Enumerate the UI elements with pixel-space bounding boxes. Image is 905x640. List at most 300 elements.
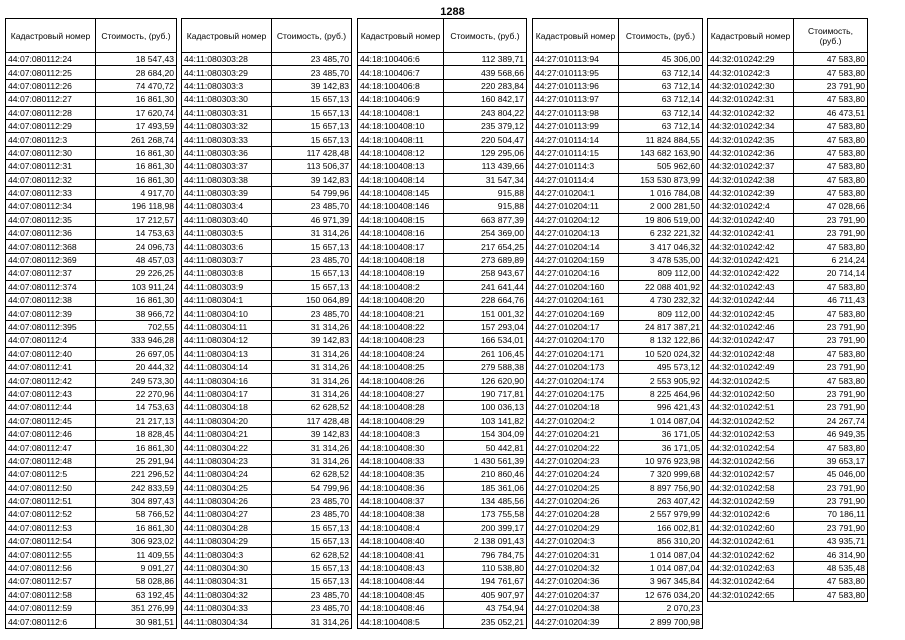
cadastral-number-cell: 44:11:080303:32	[182, 119, 272, 132]
table-row	[708, 494, 868, 507]
cost-cell: 7 320 999,68	[619, 468, 703, 481]
cadastral-number-cell: 44:11:080304:27	[182, 508, 272, 521]
cadastral-number-cell: 44:07:080112:42	[6, 374, 96, 387]
table-row	[6, 427, 177, 440]
table-row	[708, 441, 868, 454]
cost-cell: 38 966,72	[96, 307, 177, 320]
cost-cell: 15 657,13	[272, 521, 352, 534]
cost-cell: 23 791,90	[794, 387, 868, 400]
table-row	[708, 93, 868, 106]
cadastral-number-cell: 44:18:100408:4	[358, 521, 444, 534]
cadastral-number-cell: 44:27:010204:13	[533, 227, 619, 240]
cost-cell: 15 657,13	[272, 267, 352, 280]
table-row	[358, 441, 527, 454]
cost-cell: 254 369,00	[444, 227, 527, 240]
table-row	[533, 280, 703, 293]
table-row	[358, 79, 527, 92]
table-row	[182, 468, 352, 481]
cadastral-number-cell: 44:32:010242:39	[708, 186, 794, 199]
cost-cell: 100 036,13	[444, 401, 527, 414]
table-row	[533, 374, 703, 387]
cost-cell: 273 689,89	[444, 253, 527, 266]
cost-cell: 3 967 345,84	[619, 575, 703, 588]
cadastral-number-cell: 44:11:080304:30	[182, 561, 272, 574]
table-row	[708, 548, 868, 561]
cost-cell: 26 697,05	[96, 347, 177, 360]
cadastral-number-cell: 44:27:010204:2	[533, 414, 619, 427]
table-row	[708, 53, 868, 66]
cadastral-number-cell: 44:07:080112:41	[6, 360, 96, 373]
table-row	[182, 561, 352, 574]
table-row	[533, 146, 703, 159]
cadastral-number-cell: 44:11:080304:18	[182, 401, 272, 414]
cost-cell: 1 014 087,04	[619, 414, 703, 427]
table-row	[182, 374, 352, 387]
table-row	[533, 602, 703, 615]
table-row	[182, 267, 352, 280]
table-row	[6, 240, 177, 253]
table-row	[533, 253, 703, 266]
cadastral-number-cell: 44:11:080304:25	[182, 481, 272, 494]
cost-cell: 62 628,52	[272, 548, 352, 561]
cost-cell: 31 314,26	[272, 441, 352, 454]
table-row	[533, 454, 703, 467]
table-row	[708, 401, 868, 414]
cadastral-number-cell: 44:07:080112:58	[6, 588, 96, 601]
cadastral-number-cell: 44:18:100408:20	[358, 294, 444, 307]
table-row	[182, 387, 352, 400]
cadastral-number-cell: 44:27:010204:169	[533, 307, 619, 320]
cost-cell: 63 712,14	[619, 79, 703, 92]
page-number: 1288	[440, 6, 465, 18]
cadastral-number-cell: 44:18:100406:6	[358, 53, 444, 66]
cost-cell: 28 684,20	[96, 66, 177, 79]
cadastral-number-cell: 44:27:010204:32	[533, 561, 619, 574]
table-row	[182, 575, 352, 588]
cadastral-number-header: Кадастровый номер	[182, 19, 272, 53]
cost-cell: 6 232 221,32	[619, 227, 703, 240]
cadastral-number-cell: 44:07:080112:26	[6, 79, 96, 92]
cadastral-number-cell: 44:11:080303:31	[182, 106, 272, 119]
table-row	[533, 401, 703, 414]
cost-cell: 796 784,75	[444, 548, 527, 561]
cadastral-number-cell: 44:18:100406:9	[358, 93, 444, 106]
cost-cell: 117 428,48	[272, 146, 352, 159]
cost-cell: 23 791,90	[794, 334, 868, 347]
table-row	[182, 186, 352, 199]
cost-cell: 2 553 905,92	[619, 374, 703, 387]
cadastral-number-cell: 44:18:100408:1	[358, 106, 444, 119]
cost-cell: 220 504,47	[444, 133, 527, 146]
table-row	[358, 387, 527, 400]
cadastral-number-cell: 44:11:080303:36	[182, 146, 272, 159]
cost-cell: 23 791,90	[794, 320, 868, 333]
cadastral-number-cell: 44:32:010242:40	[708, 213, 794, 226]
cadastral-number-cell: 44:18:100408:2	[358, 280, 444, 293]
cost-cell: 47 028,66	[794, 200, 868, 213]
cadastral-number-cell: 44:07:080112:47	[6, 441, 96, 454]
cost-cell: 10 976 923,98	[619, 454, 703, 467]
cost-cell: 23 485,70	[272, 200, 352, 213]
cost-cell: 1 014 087,04	[619, 548, 703, 561]
cost-cell: 39 653,17	[794, 454, 868, 467]
cost-cell: 856 310,20	[619, 535, 703, 548]
table-row	[182, 548, 352, 561]
cadastral-number-cell: 44:32:010242:51	[708, 401, 794, 414]
cadastral-number-cell: 44:27:010204:24	[533, 468, 619, 481]
cadastral-number-cell: 44:32:010242:31	[708, 93, 794, 106]
table-row	[358, 106, 527, 119]
cost-cell: 16 861,30	[96, 441, 177, 454]
table-row	[708, 414, 868, 427]
cadastral-number-header: Кадастровый номер	[6, 19, 96, 53]
cadastral-number-cell: 44:18:100408:3	[358, 427, 444, 440]
table-row	[708, 119, 868, 132]
cost-cell: 54 799,96	[272, 481, 352, 494]
cost-cell: 117 428,48	[272, 414, 352, 427]
cadastral-number-cell: 44:11:080303:9	[182, 280, 272, 293]
cost-cell: 258 943,67	[444, 267, 527, 280]
cadastral-number-cell: 44:27:010204:29	[533, 521, 619, 534]
cost-cell: 249 573,30	[96, 374, 177, 387]
cadastral-number-cell: 44:18:100408:43	[358, 561, 444, 574]
cost-cell: 47 583,80	[794, 160, 868, 173]
table-row	[358, 481, 527, 494]
cadastral-number-cell: 44:27:010113:97	[533, 93, 619, 106]
table-row	[182, 133, 352, 146]
cost-cell: 43 754,94	[444, 602, 527, 615]
cadastral-number-cell: 44:07:080112:29	[6, 119, 96, 132]
cadastral-number-header: Кадастровый номер	[533, 19, 619, 53]
cadastral-number-cell: 44:11:080304:31	[182, 575, 272, 588]
table-row	[6, 347, 177, 360]
cost-cell: 46 314,90	[794, 548, 868, 561]
table-row	[6, 267, 177, 280]
cost-cell: 31 314,26	[272, 347, 352, 360]
table-row	[182, 200, 352, 213]
cadastral-number-cell: 44:18:100408:38	[358, 508, 444, 521]
table-row	[6, 615, 177, 628]
cost-cell: 29 226,25	[96, 267, 177, 280]
cadastral-number-cell: 44:32:010242:54	[708, 441, 794, 454]
table-row	[182, 535, 352, 548]
table-row	[533, 561, 703, 574]
table-row	[358, 267, 527, 280]
table-row	[358, 347, 527, 360]
cadastral-number-cell: 44:11:080304:33	[182, 602, 272, 615]
cadastral-number-cell: 44:07:080112:43	[6, 387, 96, 400]
table-row	[358, 454, 527, 467]
cost-cell: 23 485,70	[272, 588, 352, 601]
cadastral-number-cell: 44:18:100408:29	[358, 414, 444, 427]
cadastral-number-cell: 44:32:010242:421	[708, 253, 794, 266]
cost-cell: 47 583,80	[794, 307, 868, 320]
cost-cell: 166 534,01	[444, 334, 527, 347]
cost-cell: 9 091,27	[96, 561, 177, 574]
cost-cell: 14 753,63	[96, 401, 177, 414]
table-row	[6, 602, 177, 615]
table-row	[6, 494, 177, 507]
cost-cell: 47 583,80	[794, 93, 868, 106]
table-row	[708, 307, 868, 320]
table-row	[533, 66, 703, 79]
cost-cell: 31 314,26	[272, 227, 352, 240]
table-row	[708, 280, 868, 293]
cadastral-number-cell: 44:07:080112:39	[6, 307, 96, 320]
cadastral-table-2	[181, 18, 352, 629]
cost-cell: 46 711,43	[794, 294, 868, 307]
cost-cell: 22 088 401,92	[619, 280, 703, 293]
cost-cell: 62 628,52	[272, 468, 352, 481]
table-row	[708, 535, 868, 548]
table-row	[708, 334, 868, 347]
table-row	[358, 374, 527, 387]
cadastral-number-cell: 44:27:010113:94	[533, 53, 619, 66]
cadastral-number-cell: 44:11:080304:26	[182, 494, 272, 507]
table-row	[708, 146, 868, 159]
table-row	[708, 186, 868, 199]
cadastral-number-cell: 44:07:080112:28	[6, 106, 96, 119]
cost-cell: 166 002,81	[619, 521, 703, 534]
table-row	[533, 227, 703, 240]
cadastral-number-cell: 44:18:100408:5	[358, 615, 444, 628]
cadastral-number-cell: 44:18:100408:36	[358, 481, 444, 494]
cadastral-number-cell: 44:32:010242:36	[708, 146, 794, 159]
table-row	[358, 320, 527, 333]
cadastral-number-cell: 44:07:080112:6	[6, 615, 96, 628]
cost-cell: 23 485,70	[272, 494, 352, 507]
table-row	[6, 561, 177, 574]
table-row	[182, 280, 352, 293]
cost-cell: 11 409,55	[96, 548, 177, 561]
table-row	[533, 119, 703, 132]
table-row	[182, 66, 352, 79]
cadastral-number-cell: 44:27:010204:26	[533, 494, 619, 507]
cost-cell: 50 442,81	[444, 441, 527, 454]
cadastral-number-cell: 44:27:010204:37	[533, 588, 619, 601]
cost-cell: 10 520 024,32	[619, 347, 703, 360]
cost-cell: 47 583,80	[794, 588, 868, 601]
cost-cell: 1 014 087,04	[619, 561, 703, 574]
cost-cell: 70 186,11	[794, 508, 868, 521]
cadastral-number-cell: 44:18:100408:26	[358, 374, 444, 387]
cost-cell: 160 842,17	[444, 93, 527, 106]
cost-cell: 16 861,30	[96, 294, 177, 307]
cost-cell: 47 583,80	[794, 347, 868, 360]
cadastral-number-cell: 44:27:010204:171	[533, 347, 619, 360]
cost-cell: 63 712,14	[619, 66, 703, 79]
cadastral-number-header: Кадастровый номер	[358, 19, 444, 53]
cost-cell: 809 112,00	[619, 267, 703, 280]
cost-cell: 17 620,74	[96, 106, 177, 119]
cost-header: Стоимость, (руб.)	[794, 19, 868, 53]
table-row	[533, 347, 703, 360]
cadastral-number-cell: 44:07:080112:36	[6, 227, 96, 240]
table-row	[182, 307, 352, 320]
cost-cell: 39 142,83	[272, 79, 352, 92]
table-row	[6, 146, 177, 159]
cost-cell: 126 620,90	[444, 374, 527, 387]
cadastral-number-cell: 44:18:100408:37	[358, 494, 444, 507]
table-row	[182, 494, 352, 507]
cost-cell: 46 473,51	[794, 106, 868, 119]
cadastral-number-cell: 44:07:080112:395	[6, 320, 96, 333]
cost-cell: 261 268,74	[96, 133, 177, 146]
table-row	[358, 160, 527, 173]
table-row	[358, 307, 527, 320]
table-row	[182, 588, 352, 601]
cost-cell: 4 917,70	[96, 186, 177, 199]
cadastral-number-cell: 44:07:080112:37	[6, 267, 96, 280]
cost-cell: 113 506,37	[272, 160, 352, 173]
cost-cell: 23 791,90	[794, 213, 868, 226]
cost-cell: 23 791,90	[794, 481, 868, 494]
table-row	[358, 146, 527, 159]
cost-cell: 439 568,66	[444, 66, 527, 79]
cadastral-number-cell: 44:18:100408:35	[358, 468, 444, 481]
cost-cell: 154 304,09	[444, 427, 527, 440]
cadastral-number-cell: 44:18:100408:17	[358, 240, 444, 253]
cadastral-number-cell: 44:11:080304:20	[182, 414, 272, 427]
table-row	[358, 334, 527, 347]
table-row	[6, 334, 177, 347]
cost-cell: 235 379,12	[444, 119, 527, 132]
table-row	[533, 133, 703, 146]
table-row	[6, 79, 177, 92]
table-row	[533, 213, 703, 226]
cost-cell: 2 138 091,43	[444, 535, 527, 548]
cadastral-number-cell: 44:18:100408:23	[358, 334, 444, 347]
cadastral-number-cell: 44:32:010242:32	[708, 106, 794, 119]
table-row	[708, 320, 868, 333]
cadastral-number-cell: 44:18:100408:14	[358, 173, 444, 186]
cadastral-number-cell: 44:32:010242:30	[708, 79, 794, 92]
table-row	[533, 360, 703, 373]
cadastral-number-cell: 44:18:100408:46	[358, 602, 444, 615]
table-row	[6, 307, 177, 320]
table-row	[182, 173, 352, 186]
table-row	[182, 427, 352, 440]
table-row	[358, 227, 527, 240]
table-row	[358, 66, 527, 79]
cadastral-number-cell: 44:11:080304:34	[182, 615, 272, 628]
table-row	[358, 561, 527, 574]
cadastral-number-cell: 44:27:010204:22	[533, 441, 619, 454]
table-row	[182, 360, 352, 373]
table-row	[6, 280, 177, 293]
table-row	[6, 186, 177, 199]
table-row	[708, 267, 868, 280]
cost-cell: 47 583,80	[794, 240, 868, 253]
table-row	[358, 468, 527, 481]
cadastral-table-3	[357, 18, 527, 629]
cadastral-number-cell: 44:27:010204:170	[533, 334, 619, 347]
table-row	[6, 535, 177, 548]
cadastral-number-cell: 44:07:080112:40	[6, 347, 96, 360]
table-row	[533, 441, 703, 454]
cost-cell: 129 295,06	[444, 146, 527, 159]
cadastral-number-cell: 44:32:010242:43	[708, 280, 794, 293]
table-row	[182, 521, 352, 534]
cadastral-number-cell: 44:27:010204:38	[533, 602, 619, 615]
cost-cell: 23 485,70	[272, 307, 352, 320]
cost-cell: 16 861,30	[96, 93, 177, 106]
table-row	[708, 160, 868, 173]
cost-cell: 2 000 281,50	[619, 200, 703, 213]
cadastral-number-cell: 44:07:080112:30	[6, 146, 96, 159]
cost-cell: 173 755,58	[444, 508, 527, 521]
cost-cell: 23 791,90	[794, 521, 868, 534]
table-row	[6, 401, 177, 414]
cadastral-number-cell: 44:32:010242:29	[708, 53, 794, 66]
cadastral-number-cell: 44:27:010204:161	[533, 294, 619, 307]
cost-cell: 8 225 464,96	[619, 387, 703, 400]
cadastral-number-cell: 44:07:080112:25	[6, 66, 96, 79]
table-row	[182, 213, 352, 226]
cadastral-number-cell: 44:27:010204:11	[533, 200, 619, 213]
cadastral-number-cell: 44:32:010242:35	[708, 133, 794, 146]
cost-cell: 47 583,80	[794, 53, 868, 66]
cost-cell: 1 430 561,39	[444, 454, 527, 467]
table-row	[182, 334, 352, 347]
cadastral-table-1	[5, 18, 177, 629]
cost-cell: 23 485,70	[272, 53, 352, 66]
table-row	[708, 360, 868, 373]
cost-cell: 17 212,57	[96, 213, 177, 226]
cost-cell: 17 493,59	[96, 119, 177, 132]
cadastral-number-cell: 44:11:080303:39	[182, 186, 272, 199]
cost-cell: 279 588,38	[444, 360, 527, 373]
table-row	[708, 213, 868, 226]
table-row	[708, 374, 868, 387]
cost-cell: 63 712,14	[619, 93, 703, 106]
cost-cell: 112 389,71	[444, 53, 527, 66]
table-row	[182, 615, 352, 628]
table-row	[533, 307, 703, 320]
cadastral-number-cell: 44:07:080112:52	[6, 508, 96, 521]
table-row	[6, 588, 177, 601]
table-row	[182, 441, 352, 454]
cadastral-number-cell: 44:11:080303:5	[182, 227, 272, 240]
table-row	[358, 53, 527, 66]
cadastral-number-cell: 44:32:010242:60	[708, 521, 794, 534]
cadastral-number-cell: 44:27:010204:25	[533, 481, 619, 494]
table-row	[6, 374, 177, 387]
cost-cell: 151 001,32	[444, 307, 527, 320]
table-row	[533, 294, 703, 307]
cadastral-number-cell: 44:18:100408:45	[358, 588, 444, 601]
cost-cell: 210 860,46	[444, 468, 527, 481]
table-row	[182, 106, 352, 119]
cost-cell: 915,88	[444, 186, 527, 199]
cadastral-number-cell: 44:27:010204:12	[533, 213, 619, 226]
table-row	[533, 588, 703, 601]
cadastral-number-cell: 44:18:100408:12	[358, 146, 444, 159]
cadastral-number-cell: 44:07:080112:45	[6, 414, 96, 427]
cadastral-number-cell: 44:11:080304:3	[182, 548, 272, 561]
cost-cell: 228 664,76	[444, 294, 527, 307]
cost-cell: 11 824 884,55	[619, 133, 703, 146]
table-row	[533, 186, 703, 199]
cost-cell: 261 106,45	[444, 347, 527, 360]
table-row	[6, 481, 177, 494]
cost-cell: 47 583,80	[794, 133, 868, 146]
table-row	[358, 414, 527, 427]
cost-cell: 48 457,03	[96, 253, 177, 266]
cadastral-number-cell: 44:18:100408:16	[358, 227, 444, 240]
cadastral-number-cell: 44:07:080112:368	[6, 240, 96, 253]
cadastral-number-cell: 44:11:080303:33	[182, 133, 272, 146]
